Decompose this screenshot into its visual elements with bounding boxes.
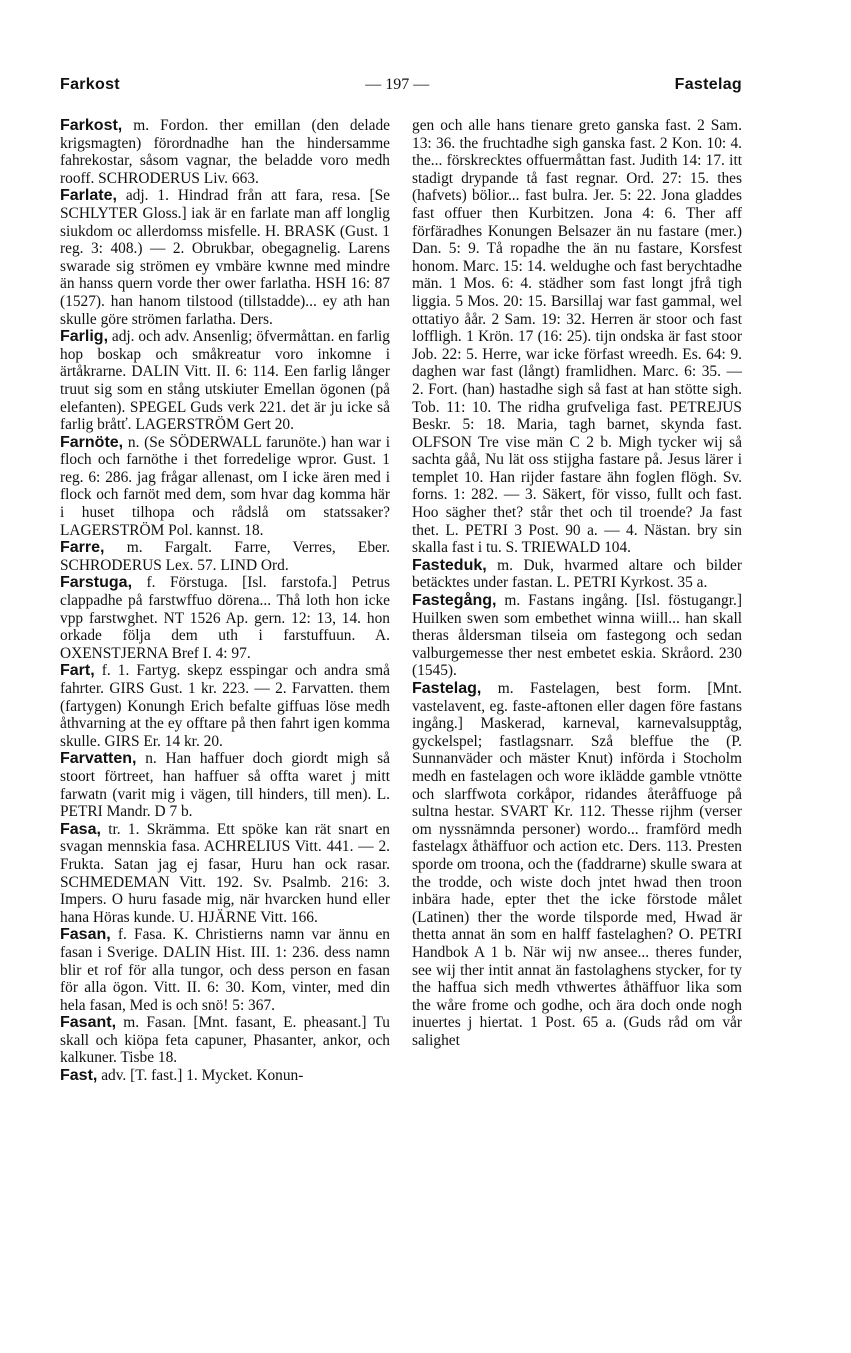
entry-headword: Farnöte,	[60, 433, 124, 451]
dictionary-entry	[412, 680, 742, 1049]
entry-text: m. Fastelagen, best form. [Mnt. vastelavent, eg. faste-aftonen eller dagen före fastans ingång.] Maskerad, karneval, karnevalsupptåg, gyckelspel; fastlagsnarr. Szå bleffue the (P. Sunnanväder och mäster Knut) införda i Stocholm medh en fastelagen och wore iklädde gamble vtnötte och slarffwota corkåpor, ridandes återåffuoge på sultna hestar. SVART Kr. 112. Thesse rijhm (verser om nyssnämnda personer) wordo... framförd medh fastelagx åthäffuor och action etc. Ders. 113. Presten sporde om troona, och the (faddrarne) skulle swara at the trodde, och wiste doch jntet hwad then troon inbära hade, epter thet the icke förstode målet (Latinen) ther the worde tilsporde med, Hwad är thetta annat än som en halff fastelaghen? O. PETRI Handbok A 1 b. När wij nw ansee... theres funder, see wij ther intit annat än fastolaghens stycker, for ty the haffua sich medh vthwertes åthäffuor lika som the wåre frome och godhe, och ära doch onde nogh inuertes j hiertat. 1 Post. 65 a. (Guds råd om vår salighet	[412, 680, 742, 1049]
page-number: — 197 —	[365, 76, 430, 93]
entry-text: adv. [T. fast.] 1. Mycket. Konun-	[97, 1067, 304, 1085]
dictionary-entry	[412, 557, 742, 592]
dictionary-entry	[60, 1014, 390, 1067]
entry-headword: Fasteduk,	[412, 556, 487, 574]
entry-text: tr. 1. Skrämma. Ett spöke kan rät snart en svagan mennskia fasa. ACHRELIUS Vitt. 441. — 2. Frukta. Satan jag ej fasar, Huru han ock rasar. SCHMEDEMAN Vitt. 192. Sv. Psalmb. 216: 3. Impers. O huru fasade mig, när hvarcken hund eller hana Höras kunde. U. HJÄRNE Vitt. 166.	[60, 820, 390, 926]
dictionary-entry	[60, 574, 390, 662]
right-guide-word: Fastelag	[674, 76, 742, 93]
dictionary-entry	[60, 926, 390, 1014]
right-column	[412, 117, 742, 1049]
entry-text: n. Han haffuer doch giordt migh så stoort förtreet, han haffuer så offta waret j mitt farwatn (varit mig i vägen, till hinders, till men). L. PETRI Mandr. D 7 b.	[60, 750, 390, 821]
left-column	[60, 117, 390, 1085]
entry-headword: Farlig,	[60, 328, 109, 346]
entry-headword: Fasan,	[60, 926, 111, 944]
entry-text: n. (Se SÖDERWALL farunöte.) han war i floch och farnöthe i thet forredelige wpror. Gust. 1 reg. 6: 286. jag frågar allenast, om I icke ären med i flock och farnöt med dem, som hvar dag komma här i huset tilhopa och rådslå om statssaker? LAGERSTRÖM Pol. kannst. 18.	[60, 433, 390, 539]
entry-headword: Fastelag,	[412, 680, 482, 697]
entry-text: f. Förstuga. [Isl. farstofa.] Petrus clappadhe på farstwffuo dörena... Thå loth hon icke vpp farstwghet. NT 1526 Ap. gern. 12: 13, 14. hon orkade följa dem uth i farstuffuun. A. OXENSTJERNA Bref I. 4: 97.	[60, 574, 390, 662]
entry-text: m. Duk, hvarmed altare och bilder betäcktes under fastan. L. PETRI Kyrkost. 35 a.	[412, 556, 742, 592]
dictionary-entry	[60, 821, 390, 927]
entry-text: f. Fasa. K. Christierns namn var ännu en fasan i Sverige. DALIN Hist. III. 1: 236. dess namn blir et rof för alla tungor, och dess person en fasan för alla ögon. Vitt. II. 6: 30. Kom, vinter, med din hela fasan, Med is och snö! 5: 367.	[60, 926, 390, 1014]
entry-text: f. 1. Fartyg. skepz esspingar och andra små fahrter. GIRS Gust. 1 kr. 223. — 2. Farvatten. them (fartygen) Konungh Erich befalte giffuas löse medh åthvarning at the ey offtare på then fahrt igen komma skulle. GIRS Er. 14 kr. 20.	[60, 662, 390, 750]
dictionary-entry	[60, 539, 390, 574]
entry-headword: Farkost,	[60, 117, 123, 134]
entry-headword: Farstuga,	[60, 574, 133, 592]
entry-headword: Farlate,	[60, 187, 117, 205]
entry-text: m. Fastans ingång. [Isl. föstugangr.] Huilken swen som embethet winna wiill... han skall theras åldersman tilseia om fastegong och sedan valburgemesse ther nest embetet eskia. Skråord. 230 (1545).	[412, 592, 742, 680]
column-gutter	[400, 117, 401, 1157]
dictionary-entry	[60, 662, 390, 750]
entry-text: adj. 1. Hindrad från att fara, resa. [Se SCHLYTER Gloss.] iak är en farlate man aff longlig siukdom oc allerdomss misfelle. H. BRASK (Gust. 1 reg. 3: 408.) — 2. Obrukbar, obegagnelig. Larens swarade sig strömen ey vmbäre kwnne med mindre än hanss quern vorde ther ower farlatha. HSH 16: 87 (1527). han hanom tilstood (tillstadde)... ey ath han skulle göre strömen farlatha. Ders.	[60, 187, 390, 328]
entry-text: m. Fordon. ther emillan (den delade krigsmagten) förordnadhe han the hindersamme fahrekostar, såsom vagnar, the beladde voro medh rooff. SCHRODERUS Liv. 663.	[60, 117, 390, 187]
dictionary-entry	[60, 117, 390, 187]
entry-headword: Farvatten,	[60, 750, 137, 768]
entry-headword: Fart,	[60, 662, 95, 680]
running-header	[60, 76, 742, 98]
entry-text: m. Fasan. [Mnt. fasant, E. pheasant.] Tu skall och kiöpa feta capuner, Phasanter, ankor, och kalkuner. Tisbe 18.	[60, 1014, 390, 1067]
entry-text: m. Fargalt. Farre, Verres, Eber. SCHRODERUS Lex. 57. LIND Ord.	[60, 539, 390, 574]
dictionary-entry	[60, 328, 390, 434]
entry-headword: Farre,	[60, 539, 105, 557]
entry-text: adj. och adv. Ansenlig; öfvermåttan. en farlig hop boskap och småkreatur voro inkomne i ärtåkrarne. DALIN Vitt. II. 6: 114. Een farlig långer truut sig som en stång utskiuter Emellan ögonen (på elefanten). SPEGEL Guds verk 221. det är ju icke så farlig bråtť. LAGERSTRÖM Gert 20.	[60, 328, 390, 434]
dictionary-entry	[60, 187, 390, 328]
entry-headword: Fasa,	[60, 820, 101, 838]
entry-headword: Fastegång,	[412, 592, 497, 610]
dictionary-entry	[60, 750, 390, 820]
dictionary-entry	[60, 1067, 390, 1085]
entry-headword: Fasant,	[60, 1014, 117, 1032]
entry-text: gen och alle hans tienare greto ganska fast. 2 Sam. 13: 36. the fruchtadhe sigh ganska fast. 2 Kon. 10: 4. the... förskrecktes offuermåttan fast. Judith 14: 17. itt stadigt drypande tå fast regnar. Ord. 27: 15. thes (hafvets) bölior... fast bulra. Jer. 5: 22. Jona gladdes fast offuer then Kurbitzen. Jona 4: 6. Ther aff förfäradhes Konungen Belsazer än nu fastare (mer.) Dan. 5: 9. Tå ropadhe the än nu fastare, Korsfest honom. Marc. 15: 14. weldughe och fast berychtadhe män. 1 Mos. 6: 4. städher som fast longt jfrå tigh liggia. 5 Mos. 20: 15. Barsillaj war fast gammal, wel ottatiyo åår. 2 Sam. 19: 32. Herren är stoor och fast loffligh. 1 Krön. 17 (16: 25). tijn ondska är fast stoor Job. 22: 5. Herre, war icke förfast wreedh. Es. 64: 9. daghen war fast (långt) framlidhen. Marc. 6: 35. — 2. Fort. (han) hastadhe sigh så fast at han stötte sigh. Tob. 11: 10. The ridha grufveliga fast. PETREJUS Beskr. 5: 18. Maria, tagh barnet, skynda fast. OLFSON Tre vise män C 2 b. Migh tycker wij så sachta gåå, Nu lät oss stijgha fastare på. Jesus lärer i templet 10. Han rijder fastare ähn foglen flögh. Sv. forns. 1: 282. — 3. Säkert, för visso, fullt och fast. Hoo sägher thet? står thet och til troende? Ja fast thet. L. PETRI 3 Post. 90 a. — 4. Nästan. bry sin skalla fast i tu. S. TRIEWALD 104.	[412, 117, 742, 557]
left-guide-word: Farkost	[60, 76, 120, 93]
dictionary-entry	[60, 434, 390, 540]
dictionary-entry	[412, 592, 742, 680]
entry-headword: Fast,	[60, 1067, 98, 1085]
dictionary-entry	[412, 117, 742, 557]
